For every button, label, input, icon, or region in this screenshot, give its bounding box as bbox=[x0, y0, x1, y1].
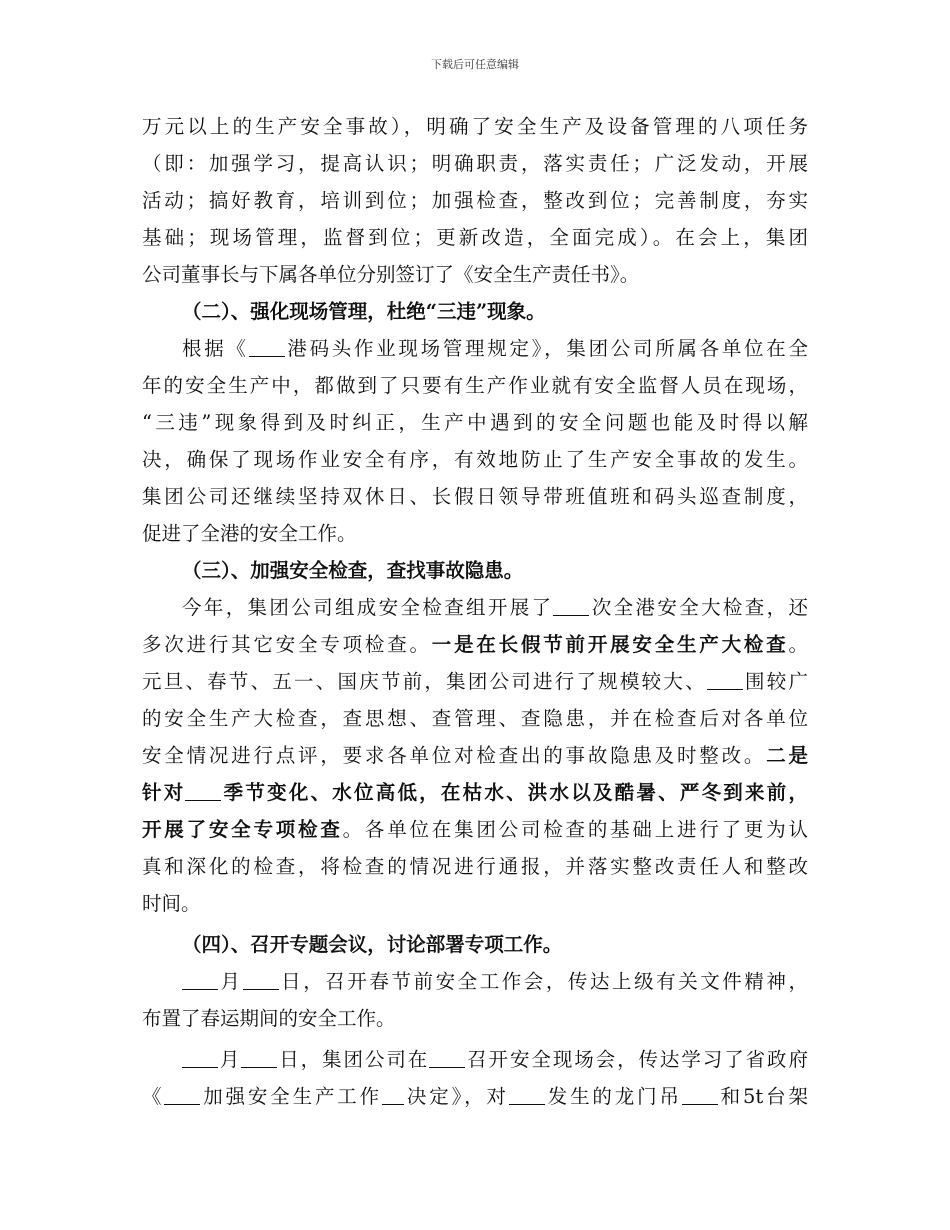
paragraph-line: 活动；搞好教育，培训到位；加强检查，整改到位；完善制度，夯实 bbox=[142, 189, 808, 212]
paragraph-line: 多次进行其它安全专项检查。一是在长假节前开展安全生产大检查。 bbox=[142, 633, 808, 656]
paragraph-line: 决，确保了现场作业安全有序，有效地防止了生产安全事故的发生。 bbox=[142, 448, 808, 471]
blank-field bbox=[249, 338, 285, 357]
paragraph-line: 《 加强安全生产工作 决定》，对 发生的龙门吊 和5t台架 bbox=[142, 1085, 808, 1108]
paragraph-line: 促进了全港的安全工作。 bbox=[142, 522, 357, 545]
blank-field bbox=[185, 782, 221, 801]
paragraph-line: 元旦、春节、五一、国庆节前，集团公司进行了规模较大、 围较广 bbox=[142, 670, 808, 693]
blank-field bbox=[553, 597, 589, 616]
paragraph-line: “三违”现象得到及时纠正，生产中遇到的安全问题也能及时得以解 bbox=[142, 411, 808, 434]
blank-field bbox=[382, 1086, 404, 1105]
blank-field bbox=[429, 1049, 465, 1068]
blank-field bbox=[243, 971, 279, 990]
paragraph-line: 时间。 bbox=[142, 892, 201, 915]
paragraph-line: 的安全生产大检查，查思想、查管理、查隐患，并在检查后对各单位 bbox=[142, 707, 808, 730]
paragraph-line: 集团公司还继续坚持双休日、长假日领导带班值班和码头巡查制度， bbox=[142, 485, 808, 508]
paragraph-line: 布置了春运期间的安全工作。 bbox=[142, 1007, 396, 1030]
paragraph-line: 安全情况进行点评，要求各单位对检查出的事故隐患及时整改。二是 bbox=[142, 744, 808, 767]
paragraph-line: 开展了安全专项检查。各单位在集团公司检查的基础上进行了更为认 bbox=[142, 818, 808, 841]
document-body bbox=[142, 108, 808, 1115]
paragraph-line: 针对 季节变化、水位高低，在枯水、洪水以及酷暑、严冬到来前， bbox=[142, 781, 808, 804]
blank-field bbox=[164, 1086, 200, 1105]
paragraph-line: 万元以上的生产安全事故），明确了安全生产及设备管理的八项任务 bbox=[142, 115, 808, 138]
paragraph-line: 真和深化的检查，将检查的情况进行通报，并落实整改责任人和整改 bbox=[142, 855, 808, 878]
section-heading-4: （四）、召开专题会议，讨论部署专项工作。 bbox=[182, 933, 563, 956]
blank-field bbox=[509, 1086, 545, 1105]
blank-field bbox=[182, 971, 218, 990]
blank-field bbox=[241, 1049, 277, 1068]
page-header: 下载后可任意编辑 bbox=[431, 58, 519, 71]
paragraph-line: 今年，集团公司组成安全检查组开展了 次全港安全大检查，还 bbox=[182, 596, 808, 619]
paragraph-line: （即：加强学习，提高认识；明确职责，落实责任；广泛发动，开展 bbox=[142, 152, 808, 175]
section-heading-3: （三）、加强安全检查，查找事故隐患。 bbox=[182, 559, 524, 582]
paragraph-line: 月 日，召开春节前安全工作会，传达上级有关文件精神， bbox=[142, 963, 808, 1000]
blank-field bbox=[707, 671, 743, 690]
paragraph-line: 基础；现场管理，监督到位；更新改造，全面完成）。在会上，集团 bbox=[142, 226, 808, 249]
blank-field bbox=[182, 1049, 218, 1068]
paragraph-line: 月 日，集团公司在 召开安全现场会，传达学习了省政府 bbox=[142, 1041, 808, 1078]
paragraph-line: 根据《 港码头作业现场管理规定》，集团公司所属各单位在全 bbox=[182, 337, 808, 360]
blank-field bbox=[682, 1086, 718, 1105]
section-heading-2: （二）、强化现场管理，杜绝“三违”现象。 bbox=[182, 300, 546, 323]
paragraph-line: 公司董事长与下属各单位分别签订了《安全生产责任书》。 bbox=[142, 263, 640, 286]
paragraph-line: 年的安全生产中，都做到了只要有生产作业就有安全监督人员在现场， bbox=[142, 374, 808, 397]
